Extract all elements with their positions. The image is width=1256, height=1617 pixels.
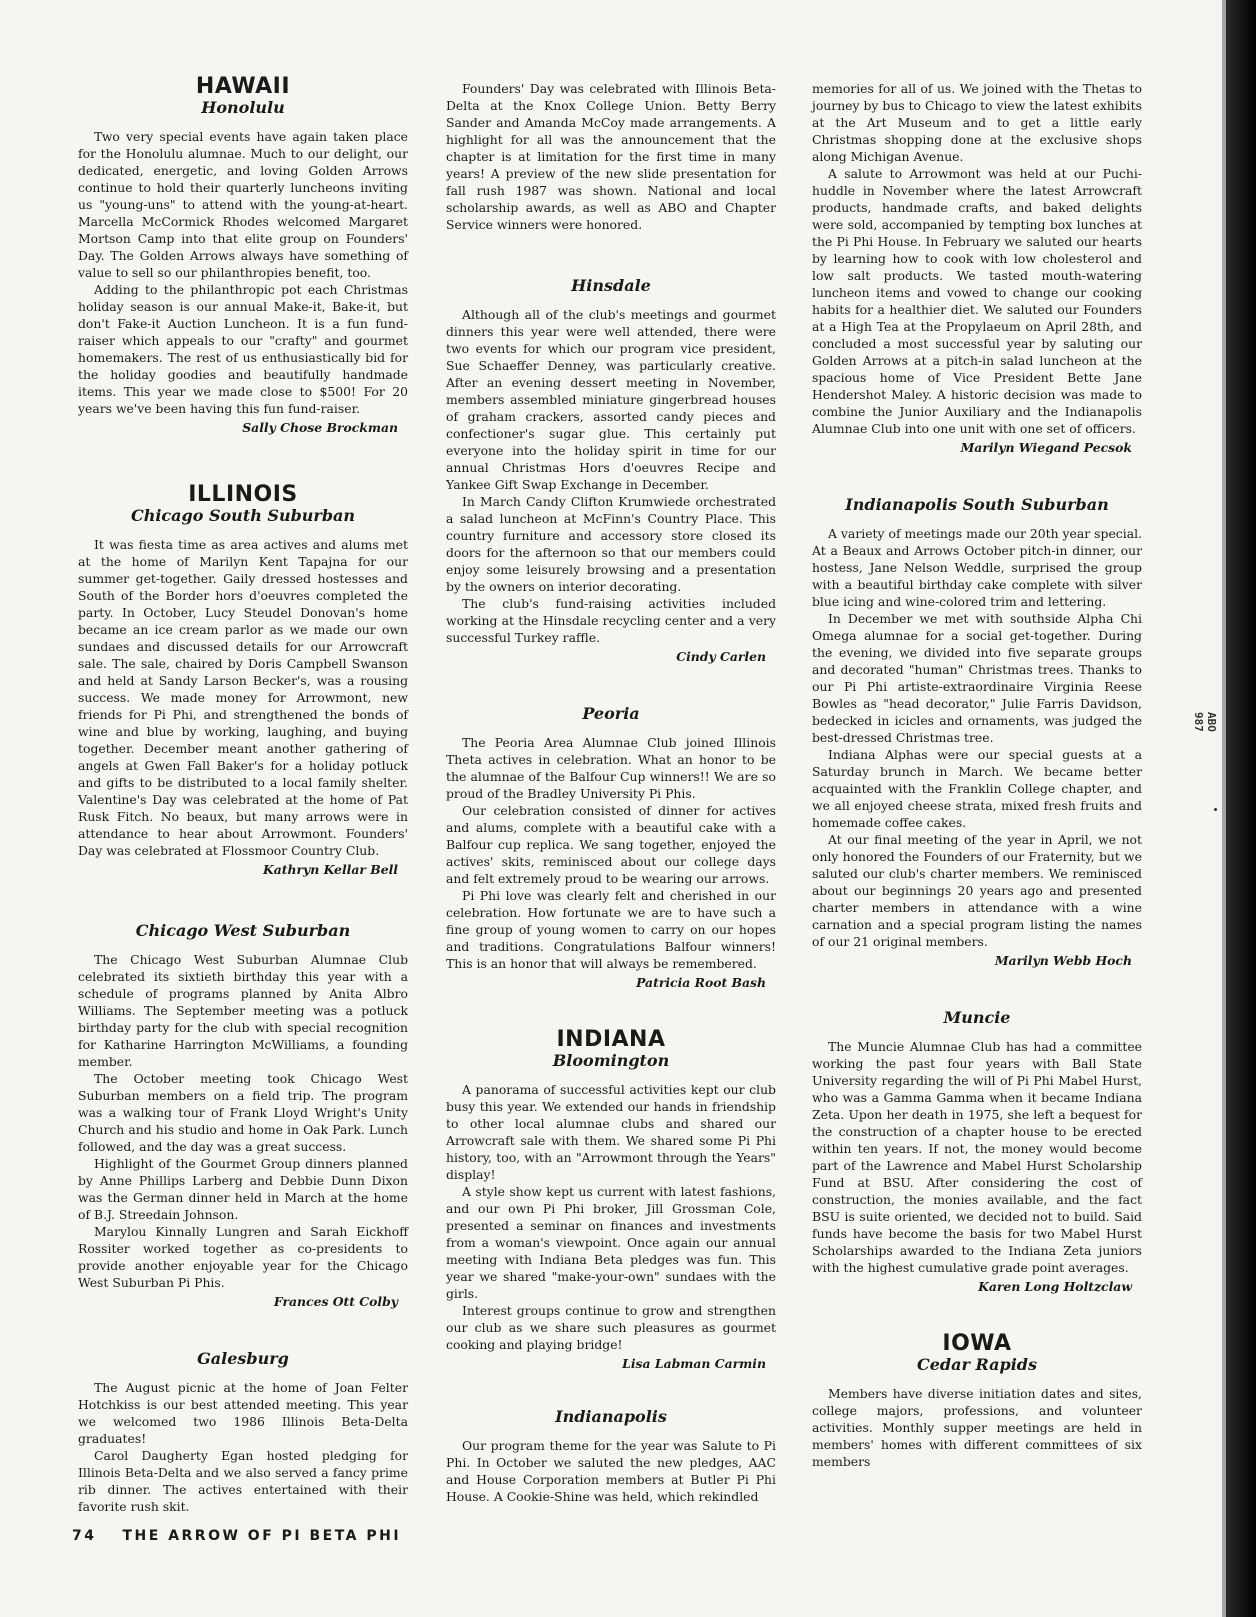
paragraph: In December we met with southside Alpha Chi Omega alumnae for a social get-together. During the evening, we divided into five separate groups and decorated "human" Christmas trees. Thanks to our Pi Phi artiste-extraordinaire Virginia Reese Bowles as "head decorator," Julie Farris Davidson, bedecked in icicles and ornaments, was judged the best-dressed Christmas tree. bbox=[812, 611, 1142, 745]
club-heading-indianapolis: Indianapolis bbox=[555, 1407, 667, 1426]
paragraph: A style show kept us current with latest fashions, and our own Pi Phi broker, Jill Grossman Cole, presented a seminar on finances and investments from a woman's viewpoint. Once again our annual meeting with Indiana Beta pledges was fun. This year we shared "make-your-own" sundaes with the girls. bbox=[446, 1184, 776, 1301]
paragraph: memories for all of us. We joined with the Thetas to journey by bus to Chicago to view the latest exhibits at the Art Museum and to get a little early Christmas shopping done at the exclusive shops along Michigan Avenue. bbox=[812, 81, 1142, 164]
state-heading-hawaii: HAWAII bbox=[195, 74, 291, 99]
author-signature: Patricia Root Bash bbox=[636, 975, 766, 990]
paragraph: Our celebration consisted of dinner for actives and alums, complete with a beautiful cake with a Balfour cup replica. We sang together, enjoyed the actives' skits, reminisced about our college days and felt extremely proud to be wearing our arrows. bbox=[446, 803, 776, 886]
paragraph: Indiana Alphas were our special guests at a Saturday brunch in March. We became better acquainted with the Franklin College chapter, and we all enjoyed cheese strata, mixed fresh fruits and homemade coffee cakes. bbox=[812, 747, 1142, 830]
paragraph: The Peoria Area Alumnae Club joined Illinois Theta actives in celebration. What an honor to be the alumnae of the Balfour Cup winners!! We are so proud of the Bradley University Pi Phis. bbox=[446, 735, 776, 801]
club-heading-honolulu: Honolulu bbox=[201, 98, 285, 117]
column-left bbox=[78, 74, 408, 1515]
club-heading-cedar-rapids: Cedar Rapids bbox=[917, 1355, 1037, 1374]
club-heading-chicago-west: Chicago West Suburban bbox=[135, 921, 351, 940]
state-heading-iowa: IOWA bbox=[942, 1331, 1012, 1356]
paragraph: It was fiesta time as area actives and alums met at the home of Marilyn Kent Tapajna for our summer get-together. Gaily dressed hostesses and South of the Border hors d'oeuvres completed the party. In October, Lucy Steudel Donovan's home became an ice cream parlor as we made our own sundaes and discussed details for our Arrowcraft sale. The sale, chaired by Doris Campbell Swanson and held at Sandy Larson Becker's, was a rousing success. We made money for Arrowmont, new friends for Pi Phi, and strengthened the bonds of wine and blue by working, laughing, and buying together. December meant another gathering of angels at Gwen Fall Baker's for a holiday potluck and gifts to be distributed to a local family shelter. Valentine's Day was celebrated at the home of Pat Rusk Fitch. No beaux, but many arrows were in attendance to hear about Arrowmont. Founders' Day was celebrated at Flossmoor Country Club. bbox=[78, 537, 408, 858]
author-signature: Sally Chose Brockman bbox=[242, 420, 398, 435]
paragraph: Founders' Day was celebrated with Illinois Beta-Delta at the Knox College Union. Betty Berry Sander and Amanda McCoy made arrangements. A highlight for all was the announcement that the chapter is at limitation for the first time in many years! A preview of the new slide presentation for fall rush 1987 was shown. National and local scholarship awards, as well as ABO and Chapter Service winners were honored. bbox=[446, 81, 776, 232]
club-heading-muncie: Muncie bbox=[943, 1008, 1011, 1027]
club-heading-chicago-south: Chicago South Suburban bbox=[130, 506, 356, 525]
paragraph: Adding to the philanthropic pot each Christmas holiday season is our annual Make-it, Bake-it, but don't Fake-it Auction Luncheon. It is a fun fund-raiser which appeals to our "crafty" and gourmet homemakers. The rest of us enthusiastically bid for the holiday goodies and beautifully handmade items. This year we made close to $500! For 20 years we've been having this fun fund-raiser. bbox=[78, 282, 408, 416]
state-heading-indiana: INDIANA bbox=[556, 1027, 666, 1052]
author-signature: Lisa Labman Carmin bbox=[622, 1356, 766, 1371]
page-footer bbox=[72, 1528, 401, 1544]
paragraph: A salute to Arrowmont was held at our Puchi-huddle in November where the latest Arrowcraft products, handmade crafts, and baked delights were sold, accompanied by tempting box lunches at the Pi Phi House. In February we saluted our hearts by learning how to cook with low cholesterol and low salt products. We tasted mouth-watering luncheon items and vowed to change our cooking habits for a healthier diet. We saluted our Founders at a High Tea at the Propylaeum on April 28th, and concluded a most successful year by saluting our Golden Arrows at a pitch-in salad luncheon at the spacious home of Vice President Bette Jane Hendershot Maley. A historic decision was made to combine the Junior Auxiliary and the Indianapolis Alumnae Club into one unit with one set of officers. bbox=[812, 166, 1142, 436]
state-heading-illinois: ILLINOIS bbox=[188, 482, 298, 507]
paragraph: Members have diverse initiation dates and sites, college majors, professions, and volunteer activities. Monthly supper meetings are held in members' homes with different committees of six members bbox=[812, 1386, 1142, 1469]
club-heading-peoria: Peoria bbox=[582, 704, 640, 723]
paragraph: The club's fund-raising activities included working at the Hinsdale recycling center and a very successful Turkey raffle. bbox=[446, 596, 776, 645]
author-signature: Marilyn Wiegand Pecsok bbox=[960, 440, 1132, 455]
paragraph: The Muncie Alumnae Club has had a committee working the past four years with Ball State University regarding the will of Pi Phi Mabel Hurst, who was a Gamma Gamma when it became Indiana Zeta. Upon her death in 1975, she left a bequest for the construction of a chapter house to be erected within ten years. If not, the money would become part of the Lawrence and Mabel Hurst Scholarship Fund at BSU. After considering the cost of construction, the monies available, and the fact BSU is suite oriented, we decided not to build. Said funds have become the basis for two Mabel Hurst Scholarships awarded to the Indiana Zeta juniors with the highest cumulative grade point averages. bbox=[812, 1039, 1142, 1275]
author-signature: Cindy Carlen bbox=[676, 649, 766, 664]
author-signature: Marilyn Webb Hoch bbox=[994, 953, 1132, 968]
paragraph: Interest groups continue to grow and strengthen our club as we share such pleasures as gourmet cooking and playing bridge! bbox=[446, 1303, 776, 1352]
paragraph: A panorama of successful activities kept our club busy this year. We extended our hands in friendship to other local alumnae clubs and shared our Arrowcraft sale with them. We shared some Pi Phi history, too, with an "Arrowmont through the Years" display! bbox=[446, 1082, 776, 1182]
club-heading-hinsdale: Hinsdale bbox=[571, 276, 651, 295]
author-signature: Frances Ott Colby bbox=[273, 1294, 398, 1309]
margin-code: ABO 987 bbox=[1192, 712, 1218, 732]
paragraph: Marylou Kinnally Lungren and Sarah Eickhoff Rossiter worked together as co-presidents to provide another enjoyable year for the Chicago West Suburban Pi Phis. bbox=[78, 1224, 408, 1290]
paragraph: The Chicago West Suburban Alumnae Club celebrated its sixtieth birthday this year with a schedule of programs planned by Anita Albro Williams. The September meeting was a potluck birthday party for the club with special recognition for Katharine Harrington McWilliams, a founding member. bbox=[78, 952, 408, 1069]
margin-dot bbox=[1214, 808, 1217, 811]
publication-title: THE ARROW OF PI BETA PHI bbox=[122, 1528, 402, 1544]
paragraph: In March Candy Clifton Krumwiede orchestrated a salad luncheon at McFinn's Country Place. This country furniture and accessory store closed its doors for the afternoon so that our members could enjoy some leisurely browsing and a presentation by the owners on interior decorating. bbox=[446, 494, 776, 594]
club-heading-galesburg: Galesburg bbox=[197, 1349, 289, 1368]
column-middle bbox=[446, 80, 776, 1505]
paragraph: Our program theme for the year was Salute to Pi Phi. In October we saluted the new pledges, AAC and House Corporation members at Butler Pi Phi House. A Cookie-Shine was held, which rekindled bbox=[446, 1438, 776, 1504]
author-signature: Kathryn Kellar Bell bbox=[262, 862, 398, 877]
paragraph: Although all of the club's meetings and gourmet dinners this year were well attended, there were two events for which our program vice president, Sue Schaeffer Denney, was particularly creative. After an evening dessert meeting in November, members assembled miniature gingerbread houses of graham crackers, assorted candy pieces and confectioner's sugar glue. This certainly put everyone into the holiday spirit in time for our annual Christmas Hors d'oeuvres Recipe and Yankee Gift Swap Exchange in December. bbox=[446, 307, 776, 492]
club-heading-indianapolis-south: Indianapolis South Suburban bbox=[845, 495, 1109, 514]
club-heading-bloomington: Bloomington bbox=[552, 1051, 670, 1070]
paragraph: The August picnic at the home of Joan Felter Hotchkiss is our best attended meeting. This year we welcomed two 1986 Illinois Beta-Delta graduates! bbox=[78, 1380, 408, 1446]
paragraph: Pi Phi love was clearly felt and cherished in our celebration. How fortunate we are to have such a fine group of young women to carry on our hopes and traditions. Congratulations Balfour winners! This is an honor that will always be remembered. bbox=[446, 888, 776, 971]
paragraph: A variety of meetings made our 20th year special. At a Beaux and Arrows October pitch-in dinner, our hostess, Jane Nelson Weddle, surprised the group with a beautiful birthday cake complete with silver blue icing and wine-colored trim and lettering. bbox=[812, 526, 1142, 609]
page-number: 74 bbox=[72, 1528, 97, 1544]
column-right bbox=[812, 80, 1142, 1470]
binding-edge bbox=[1226, 0, 1256, 1617]
paragraph: Highlight of the Gourmet Group dinners planned by Anne Phillips Larberg and Debbie Dunn Dixon was the German dinner held in March at the home of B.J. Streedain Johnson. bbox=[78, 1156, 408, 1222]
author-signature: Karen Long Holtzclaw bbox=[978, 1279, 1132, 1294]
paragraph: Two very special events have again taken place for the Honolulu alumnae. Much to our delight, our dedicated, energetic, and loving Golden Arrows continue to hold their quarterly luncheons inviting us "young-uns" to attend with the young-at-heart. Marcella McCormick Rhodes welcomed Margaret Mortson Camp into that elite group on Founders' Day. The Golden Arrows always have something of value to sell so our philanthropies benefit, too. bbox=[78, 129, 408, 280]
paragraph: At our final meeting of the year in April, we not only honored the Founders of our Fraternity, but we saluted our club's charter members. We reminisced about our beginnings 20 years ago and presented charter members in attendance with a wine carnation and a special program listing the names of our 21 original members. bbox=[812, 832, 1142, 949]
paragraph: The October meeting took Chicago West Suburban members on a field trip. The program was a walking tour of Frank Lloyd Wright's Unity Church and his studio and home in Oak Park. Lunch followed, and the day was a great success. bbox=[78, 1071, 408, 1154]
paragraph: Carol Daugherty Egan hosted pledging for Illinois Beta-Delta and we also served a fancy prime rib dinner. The actives entertained with their favorite rush skit. bbox=[78, 1448, 408, 1514]
